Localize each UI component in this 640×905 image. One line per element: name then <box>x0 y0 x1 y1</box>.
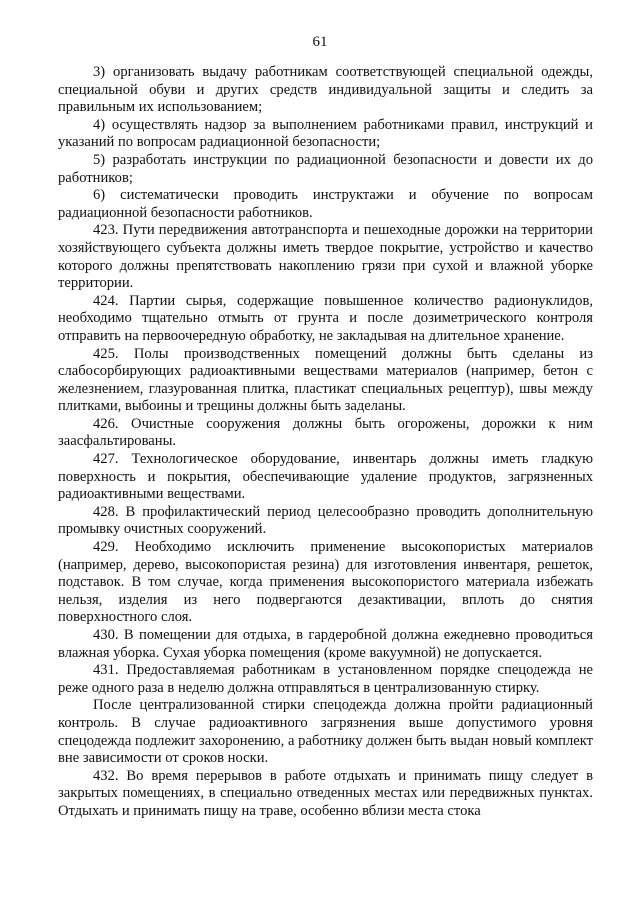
paragraph-424: 424. Партии сырья, содержащие повышенное количество радионуклидов, необходимо тщательно отмыть от грунта и после дозиметрического контроля отправить на первоочередную обработку, не закладывая на длительное хранение. <box>58 292 593 344</box>
paragraph-431: 431. Предоставляемая работникам в установленном порядке спецодежда не реже одного раза в неделю должна отправляться в централизованную стирку. <box>58 662 593 696</box>
paragraph-item-4: 4) осуществлять надзор за выполнением работниками правил, инструкций и указаний по вопросам радиационной безопасности; <box>58 116 593 151</box>
paragraph-432: 432. Во время перерывов в работе отдыхать и принимать пищу следует в закрытых помещениях, в специально отведенных местах или передвижных пунктах. Отдыхать и принимать пищу на траве, особенно вблизи места стока <box>58 767 593 819</box>
paragraph-423: 423. Пути передвижения автотранспорта и пешеходные дорожки на территории хозяйствующего субъекта должны иметь твердое покрытие, устройство и качество которого должны препятствовать накоплению грязи при сухой и влажной уборке территории. <box>58 222 593 292</box>
paragraph-item-5: 5) разработать инструкции по радиационной безопасности и довести их до работников; <box>58 151 593 186</box>
page-number: 61 <box>312 34 328 50</box>
paragraph-426: 426. Очистные сооружения должны быть огорожены, дорожки к ним заасфальтированы. <box>58 415 593 450</box>
paragraph-425: 425. Полы производственных помещений должны быть сделаны из слабосорбирующих радиоактивными веществами материалов (например, бетон с железнением, глазурованная плитка, пластикат специальных рецептур), швы между плитками, выбоины и трещины должны быть заделаны. <box>58 345 593 415</box>
paragraph-431-continued: После централизованной стирки спецодежда должна пройти радиационный контроль. В случае радиоактивного загрязнения выше допустимого уровня спецодежда подлежит захоронению, а работнику должен быть выдан новый комплект вне зависимости от сроков носки. <box>58 697 593 767</box>
paragraph-427: 427. Технологическое оборудование, инвентарь должны иметь гладкую поверхность и покрытия, обеспечивающие удаление продуктов, загрязненных радиоактивными веществами. <box>58 451 593 503</box>
paragraph-item-3: 3) организовать выдачу работникам соответствующей специальной одежды, специальной обуви и других средств индивидуальной защиты и следить за правильным их использованием; <box>58 64 593 116</box>
document-body <box>58 64 593 821</box>
paragraph-430: 430. В помещении для отдыха, в гардеробной должна ежедневно проводиться влажная уборка. Сухая уборка помещения (кроме вакуумной) не допускается. <box>58 627 593 661</box>
paragraph-428: 428. В профилактический период целесообразно проводить дополнительную промывку очистных сооружений. <box>58 503 593 538</box>
paragraph-item-6: 6) систематически проводить инструктажи и обучение по вопросам радиационной безопасности работников. <box>58 187 593 221</box>
paragraph-429: 429. Необходимо исключить применение высокопористых материалов (например, дерево, высокопористая резина) для изготовления инвентаря, решеток, подставок. В том случае, когда применения высокопористого материала избежать нельзя, изделия из него подвергаются дезактивации, вплоть до снятия поверхностного слоя. <box>58 539 593 626</box>
